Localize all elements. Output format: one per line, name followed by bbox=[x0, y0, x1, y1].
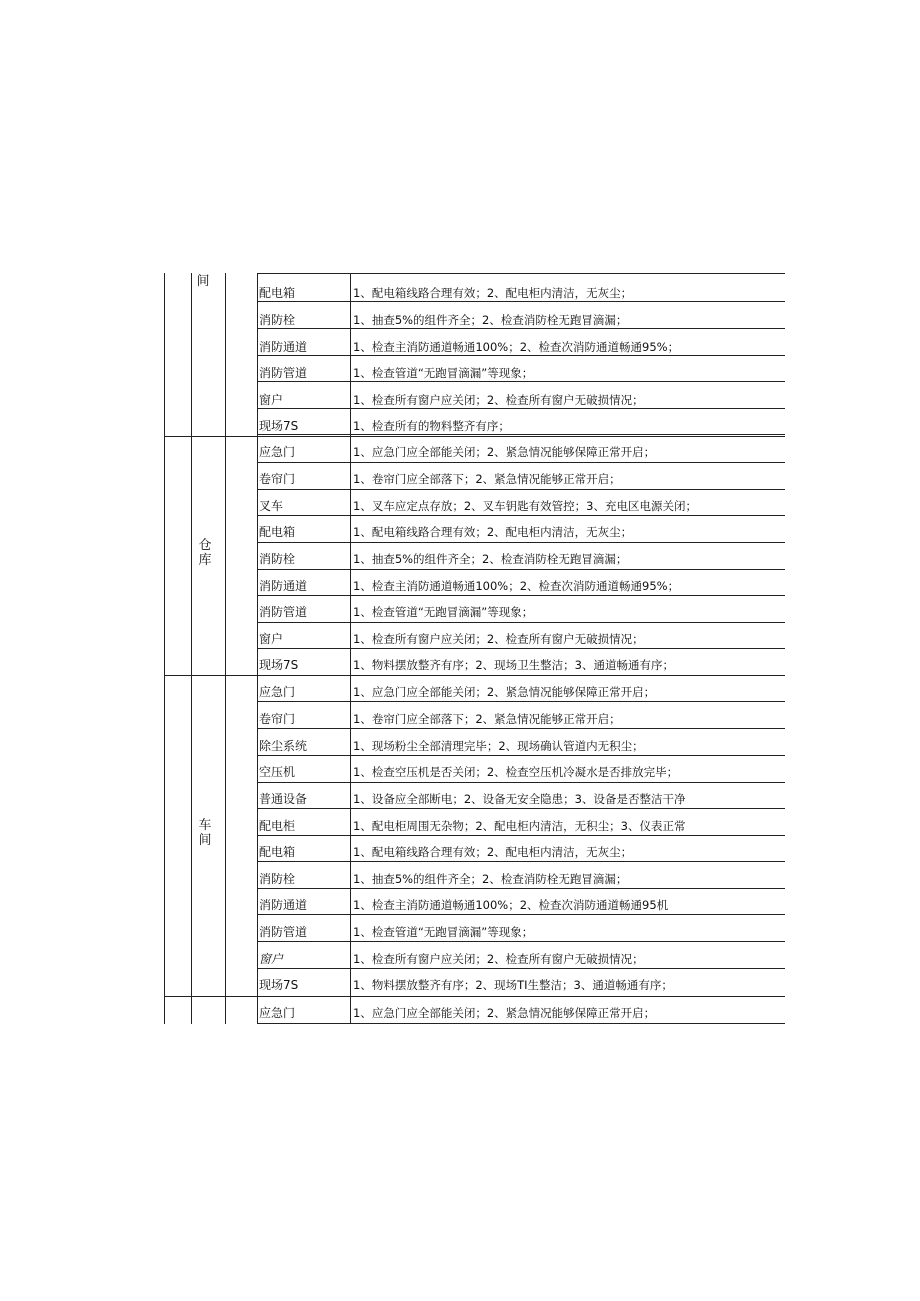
item-name: 卷帘门 bbox=[259, 472, 296, 486]
item-description: 1、抽查5%的组件齐全；2、检查消防栓无跑冒滴漏； bbox=[353, 552, 628, 566]
table-border-left bbox=[164, 273, 165, 1024]
row-separator bbox=[257, 408, 785, 409]
section-divider bbox=[164, 996, 785, 997]
item-description: 1、检查主消防通道畅通100%；2、检查次消防通道畅通95%； bbox=[353, 579, 680, 593]
item-description: 1、检查主消防通道畅通100%；2、检查次消防通道畅通95机 bbox=[353, 898, 669, 912]
item-description: 1、物料摆放整齐有序；2、现场TI生整洁；3、通道畅通有序； bbox=[353, 978, 673, 992]
row-separator bbox=[257, 515, 785, 516]
item-description: 1、抽查5%的组件齐全；2、检查消防栓无跑冒滴漏； bbox=[353, 872, 628, 886]
item-name: 消防管道 bbox=[259, 366, 308, 380]
row-separator bbox=[257, 381, 785, 382]
table-bottom-border bbox=[257, 1023, 785, 1024]
item-description: 1、应急门应全部能关闭；2、紧急情况能够保障正常开启； bbox=[353, 445, 656, 459]
section-label: 车间 bbox=[198, 818, 212, 848]
row-separator bbox=[257, 701, 785, 702]
row-separator bbox=[257, 755, 785, 756]
item-name: 窗户 bbox=[259, 952, 284, 966]
item-description: 1、检查所有窗户应关闭；2、检查所有窗户无破损情况； bbox=[353, 632, 644, 646]
row-separator bbox=[257, 782, 785, 783]
row-separator bbox=[257, 462, 785, 463]
section-label: 间 bbox=[196, 274, 210, 289]
item-name: 应急门 bbox=[259, 445, 296, 459]
row-separator bbox=[257, 328, 785, 329]
item-description: 1、检查空压机是否关闭；2、检查空压机冷凝水是否排放完毕； bbox=[353, 765, 679, 779]
row-separator bbox=[257, 861, 785, 862]
item-description: 1、应急门应全部能关闭；2、紧急情况能够保障正常开启； bbox=[353, 685, 656, 699]
item-name: 配电箱 bbox=[259, 286, 296, 300]
item-name: 现场7S bbox=[259, 978, 299, 992]
item-description: 1、卷帘门应全部落下；2、紧急情况能够正常开启； bbox=[353, 712, 621, 726]
item-description: 1、检查管道“无跑冒滴漏”等现象； bbox=[353, 366, 534, 380]
item-name: 消防管道 bbox=[259, 605, 308, 619]
item-description: 1、检查管道“无跑冒滴漏”等现象； bbox=[353, 605, 534, 619]
row-separator bbox=[257, 489, 785, 490]
item-description: 1、检查管道“无跑冒滴漏”等现象； bbox=[353, 925, 534, 939]
item-name: 普通设备 bbox=[259, 792, 308, 806]
row-separator bbox=[257, 914, 785, 915]
row-separator bbox=[257, 622, 785, 623]
item-description: 1、检查所有窗户应关闭；2、检查所有窗户无破损情况； bbox=[353, 952, 644, 966]
item-name: 配电柜 bbox=[259, 819, 296, 833]
item-description: 1、检查主消防通道畅通100%；2、检查次消防通道畅通95%； bbox=[353, 340, 680, 354]
item-description: 1、物料摆放整齐有序；2、现场卫生整洁；3、通道畅通有序； bbox=[353, 658, 674, 672]
row-separator bbox=[257, 301, 785, 302]
item-name: 卷帘门 bbox=[259, 712, 296, 726]
item-description: 1、设备应全部断电；2、设备无安全隐患；3、设备是否整洁干净 bbox=[353, 792, 686, 806]
item-name: 叉车 bbox=[259, 499, 284, 513]
item-description: 1、现场粉尘全部清理完毕；2、现场确认管道内无积尘； bbox=[353, 739, 644, 753]
section-divider bbox=[164, 436, 785, 437]
item-name: 应急门 bbox=[259, 1006, 296, 1020]
item-description: 1、抽查5%的组件齐全；2、检查消防栓无跑冒滴漏； bbox=[353, 313, 628, 327]
item-name: 消防栓 bbox=[259, 872, 296, 886]
item-description: 1、配电箱线路合理有效；2、配电柜内清洁，无灰尘； bbox=[353, 845, 633, 859]
row-separator bbox=[257, 595, 785, 596]
item-name: 消防通道 bbox=[259, 579, 308, 593]
row-separator bbox=[257, 355, 785, 356]
item-name: 配电箱 bbox=[259, 525, 296, 539]
item-name: 消防通道 bbox=[259, 340, 308, 354]
row-separator bbox=[257, 569, 785, 570]
item-name: 窗户 bbox=[259, 393, 284, 407]
item-name: 消防管道 bbox=[259, 925, 308, 939]
table-divider-area bbox=[191, 273, 192, 1024]
item-name: 窗户 bbox=[259, 632, 284, 646]
item-name: 消防栓 bbox=[259, 552, 296, 566]
item-description: 1、配电箱线路合理有效；2、配电柜内清洁，无灰尘； bbox=[353, 525, 633, 539]
item-name: 消防栓 bbox=[259, 313, 296, 327]
item-description: 1、配电柜周围无杂物；2、配电柜内清洁，无积尘；3、仪表正常 bbox=[353, 819, 686, 833]
table-top-border bbox=[257, 273, 785, 274]
row-separator bbox=[257, 434, 785, 435]
row-separator bbox=[257, 968, 785, 969]
item-description: 1、应急门应全部能关闭；2、紧急情况能够保障正常开启； bbox=[353, 1006, 656, 1020]
item-description: 1、叉车应定点存放；2、叉车钥匙有效管控；3、充电区电源关闭； bbox=[353, 499, 697, 513]
item-description: 1、检查所有的物料整齐有序； bbox=[353, 419, 510, 433]
row-separator bbox=[257, 542, 785, 543]
row-separator bbox=[257, 835, 785, 836]
item-description: 1、配电箱线路合理有效；2、配电柜内清洁，无灰尘； bbox=[353, 286, 633, 300]
section-label: 仓库 bbox=[198, 538, 212, 568]
item-name: 除尘系统 bbox=[259, 739, 308, 753]
item-description: 1、检查所有窗户应关闭；2、检查所有窗户无破损情况； bbox=[353, 393, 644, 407]
table-divider-sub bbox=[225, 273, 226, 1024]
row-separator bbox=[257, 888, 785, 889]
item-name: 空压机 bbox=[259, 765, 296, 779]
row-separator bbox=[257, 941, 785, 942]
item-description: 1、卷帘门应全部落下；2、紧急情况能够正常开启； bbox=[353, 472, 621, 486]
item-name: 现场7S bbox=[259, 658, 299, 672]
item-name: 配电箱 bbox=[259, 845, 296, 859]
row-separator bbox=[257, 808, 785, 809]
section-divider bbox=[164, 675, 785, 676]
item-name: 消防通道 bbox=[259, 898, 308, 912]
item-name: 应急门 bbox=[259, 685, 296, 699]
row-separator bbox=[257, 648, 785, 649]
row-separator bbox=[257, 728, 785, 729]
item-name: 现场7S bbox=[259, 419, 299, 433]
